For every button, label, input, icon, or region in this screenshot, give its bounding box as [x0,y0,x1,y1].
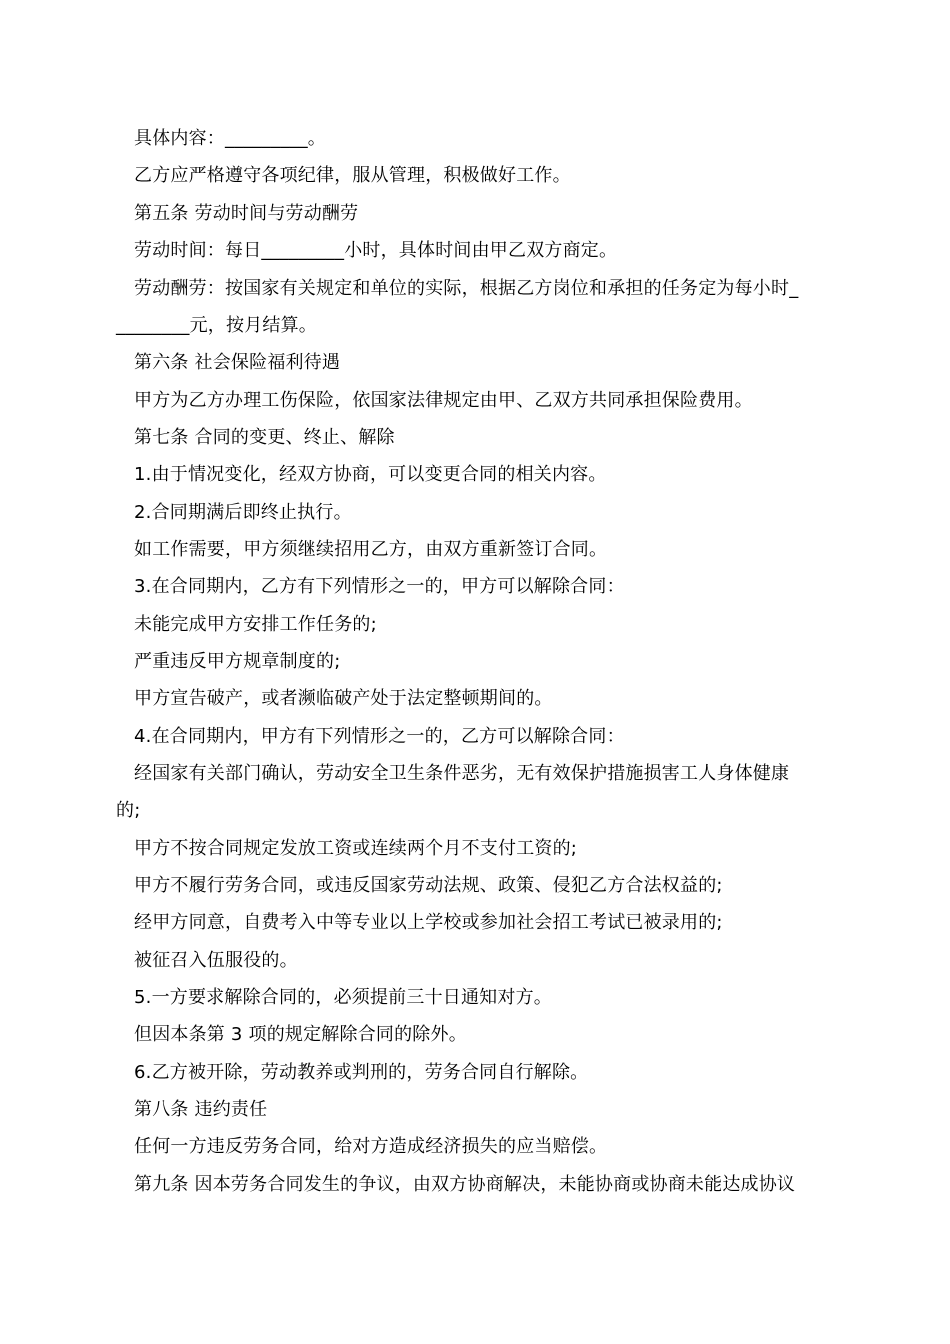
text-line: 1.由于情况变化，经双方协商，可以变更合同的相关内容。 [134,464,607,485]
text-line: 4.在合同期内，甲方有下列情形之一的，乙方可以解除合同： [134,726,625,747]
text-line: ________元，按月结算。 [116,315,317,336]
text-line: 3.在合同期内，乙方有下列情形之一的，甲方可以解除合同： [134,576,625,597]
text-line: 严重违反甲方规章制度的; [134,651,341,672]
text-line: 劳动酬劳：按国家有关规定和单位的实际，根据乙方岗位和承担的任务定为每小时_ [134,278,799,299]
text-line: 被征召入伍服役的。 [134,950,298,971]
text-line: 未能完成甲方安排工作任务的; [134,614,377,635]
text-line: 乙方应严格遵守各项纪律，服从管理，积极做好工作。 [134,165,571,186]
text-line: 甲方宣告破产，或者濒临破产处于法定整顿期间的。 [134,688,553,709]
text-line: 如工作需要，甲方须继续招用乙方，由双方重新签订合同。 [134,539,608,560]
text-line: 2.合同期满后即终止执行。 [134,502,352,523]
text-line: 任何一方违反劳务合同，给对方造成经济损失的应当赔偿。 [134,1136,608,1157]
text-line: 6.乙方被开除，劳动教养或判刑的，劳务合同自行解除。 [134,1062,589,1083]
text-line: 甲方不按合同规定发放工资或连续两个月不支付工资的; [134,838,578,859]
text-line: 甲方为乙方办理工伤保险，依国家法律规定由甲、乙双方共同承担保险费用。 [134,390,753,411]
text-line: 经国家有关部门确认，劳动安全卫生条件恶劣，无有效保护措施损害工人身体健康 [134,763,790,784]
section-heading: 第九条 因本劳务合同发生的争议，由双方协商解决，未能协商或协商未能达成协议 [134,1174,796,1195]
text-line: 5.一方要求解除合同的，必须提前三十日通知对方。 [134,987,552,1008]
section-heading: 第八条 违约责任 [134,1099,268,1120]
text-line: 的; [116,800,141,821]
text-line: 劳动时间：每日_________小时，具体时间由甲乙双方商定。 [134,240,618,261]
text-line: 经甲方同意，自费考入中等专业以上学校或参加社会招工考试已被录用的; [134,912,723,933]
text-line: 但因本条第 3 项的规定解除合同的除外。 [134,1024,467,1045]
section-heading: 第五条 劳动时间与劳动酬劳 [134,203,359,224]
section-heading: 第七条 合同的变更、终止、解除 [134,427,395,448]
section-heading: 第六条 社会保险福利待遇 [134,352,341,373]
text-line: 具体内容：_________。 [134,128,326,149]
text-line: 甲方不履行劳务合同，或违反国家劳动法规、政策、侵犯乙方合法权益的; [134,875,723,896]
